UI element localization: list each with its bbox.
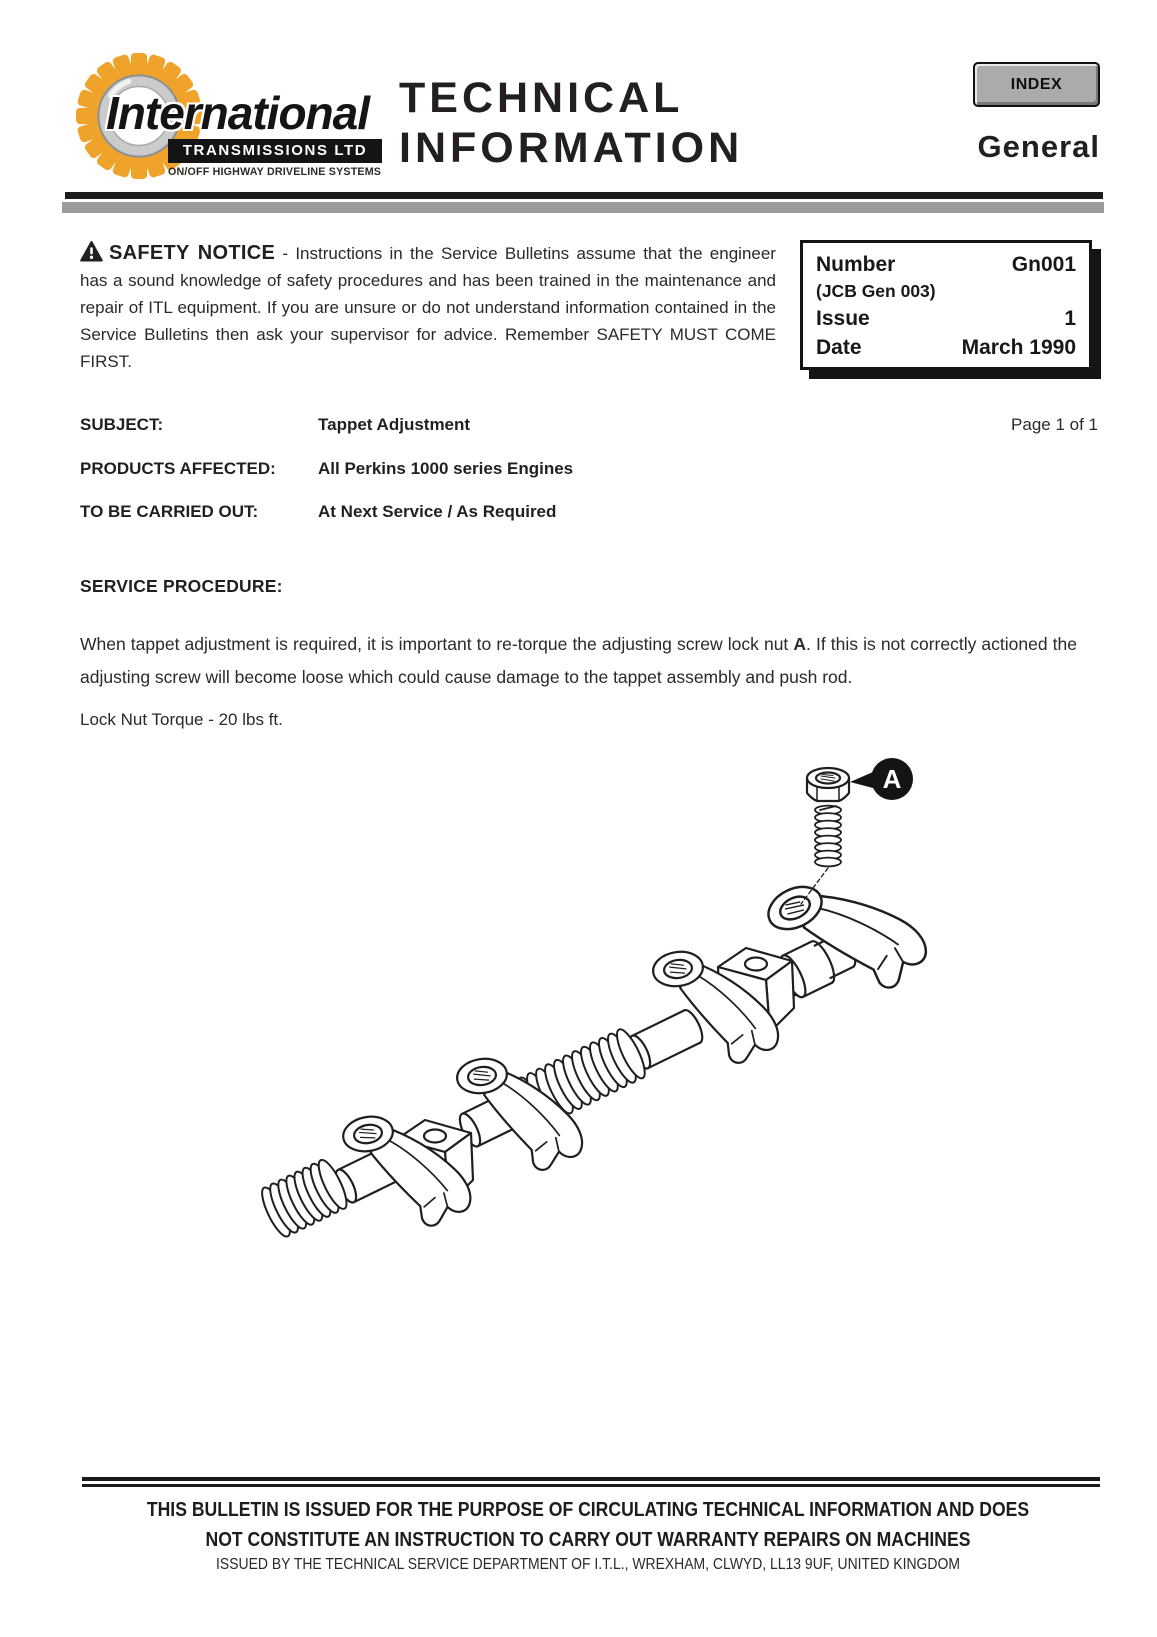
bulletin-alt-ref-row <box>816 279 1076 304</box>
bulletin-number-label: Number <box>816 253 896 276</box>
bulletin-date-value: March 1990 <box>961 336 1076 359</box>
brand-tagline: ON/OFF HIGHWAY DRIVELINE SYSTEMS <box>168 166 382 178</box>
products-affected-row <box>80 459 1098 479</box>
footer-issued-by: ISSUED BY THE TECHNICAL SERVICE DEPARTMENT OF I.T.L., WREXHAM, CLWYD, LL13 9UF, UNITED KINGDOM <box>216 1556 960 1573</box>
products-affected-value: All Perkins 1000 series Engines <box>318 459 574 478</box>
subject-label: SUBJECT: <box>80 415 164 434</box>
bulletin-number-value: Gn001 <box>1011 253 1076 276</box>
bulletin-date-label: Date <box>816 336 862 359</box>
brand-name: International <box>106 87 370 139</box>
document-title-line2: INFORMATION <box>399 124 744 172</box>
service-procedure-heading: SERVICE PROCEDURE: <box>80 576 283 596</box>
procedure-text-before: When tappet adjustment is required, it is important to re-torque the adjusting screw lock nut <box>80 634 794 654</box>
callout-a-label: A <box>882 764 902 794</box>
bulletin-alt-ref: (JCB Gen 003) <box>816 281 936 301</box>
carried-out-row <box>80 502 1098 522</box>
footer-disclaimer-line2: NOT CONSTITUTE AN INSTRUCTION TO CARRY OUT WARRANTY REPAIRS ON MACHINES <box>205 1529 971 1551</box>
products-affected-label: PRODUCTS AFFECTED: <box>80 459 276 478</box>
bulletin-date-row <box>816 333 1076 362</box>
adjusting-screw <box>815 806 841 867</box>
procedure-ref-a: A <box>793 634 807 654</box>
lock-nut <box>807 768 849 801</box>
procedure-paragraph <box>80 628 1077 694</box>
bulletin-issue-value: 1 <box>1064 307 1076 330</box>
carried-out-label: TO BE CARRIED OUT: <box>80 502 259 521</box>
index-button[interactable]: INDEX <box>973 62 1100 107</box>
carried-out-value: At Next Service / As Required <box>318 502 557 521</box>
safety-notice-body: - Instructions in the Service Bulletins assume that the engineer has a sound knowledge of safety procedures and has been trained in the maintenance and repair of ITL equipment. If you are unsure or do not understand information contained in the Service Bulletins then ask your supervisor for advice. Remember SAFETY MUST COME FIRST. <box>80 244 776 371</box>
page-info: Page 1 of 1 <box>1011 415 1098 434</box>
brand-sub-name: TRANSMISSIONS LTD <box>168 139 382 163</box>
footer-rule-bottom <box>82 1484 1100 1487</box>
footer-disclaimer-line1: THIS BULLETIN IS ISSUED FOR THE PURPOSE OF CIRCULATING TECHNICAL INFORMATION AND DOES <box>146 1499 1030 1521</box>
header-rule-gray <box>62 202 1104 213</box>
footer-disclaimer <box>139 1495 1037 1555</box>
callout-a-icon <box>850 758 913 800</box>
category-label: General <box>977 129 1100 164</box>
bulletin-issue-label: Issue <box>816 307 870 330</box>
footer-rule-top <box>82 1477 1100 1481</box>
bulletin-number-row <box>816 250 1076 279</box>
document-title <box>399 73 743 173</box>
rocker-shaft-assembly-diagram <box>230 722 930 1242</box>
bulletin-info-box <box>800 240 1092 370</box>
warning-icon <box>80 241 103 262</box>
subject-row <box>80 415 1098 435</box>
document-title-line1: TECHNICAL <box>399 74 684 122</box>
torque-note: Lock Nut Torque - 20 lbs ft. <box>80 710 283 729</box>
safety-notice <box>80 240 776 375</box>
safety-notice-title: SAFETY NOTICE <box>109 242 276 264</box>
procedure-text-after: . If this is not correctly actioned the adjusting screw will become loose which could cause damage to the tappet assembly and push rod. <box>80 634 1078 687</box>
bulletin-issue-row <box>816 304 1076 333</box>
header-rule-black <box>65 192 1103 199</box>
subject-value: Tappet Adjustment <box>318 415 471 434</box>
